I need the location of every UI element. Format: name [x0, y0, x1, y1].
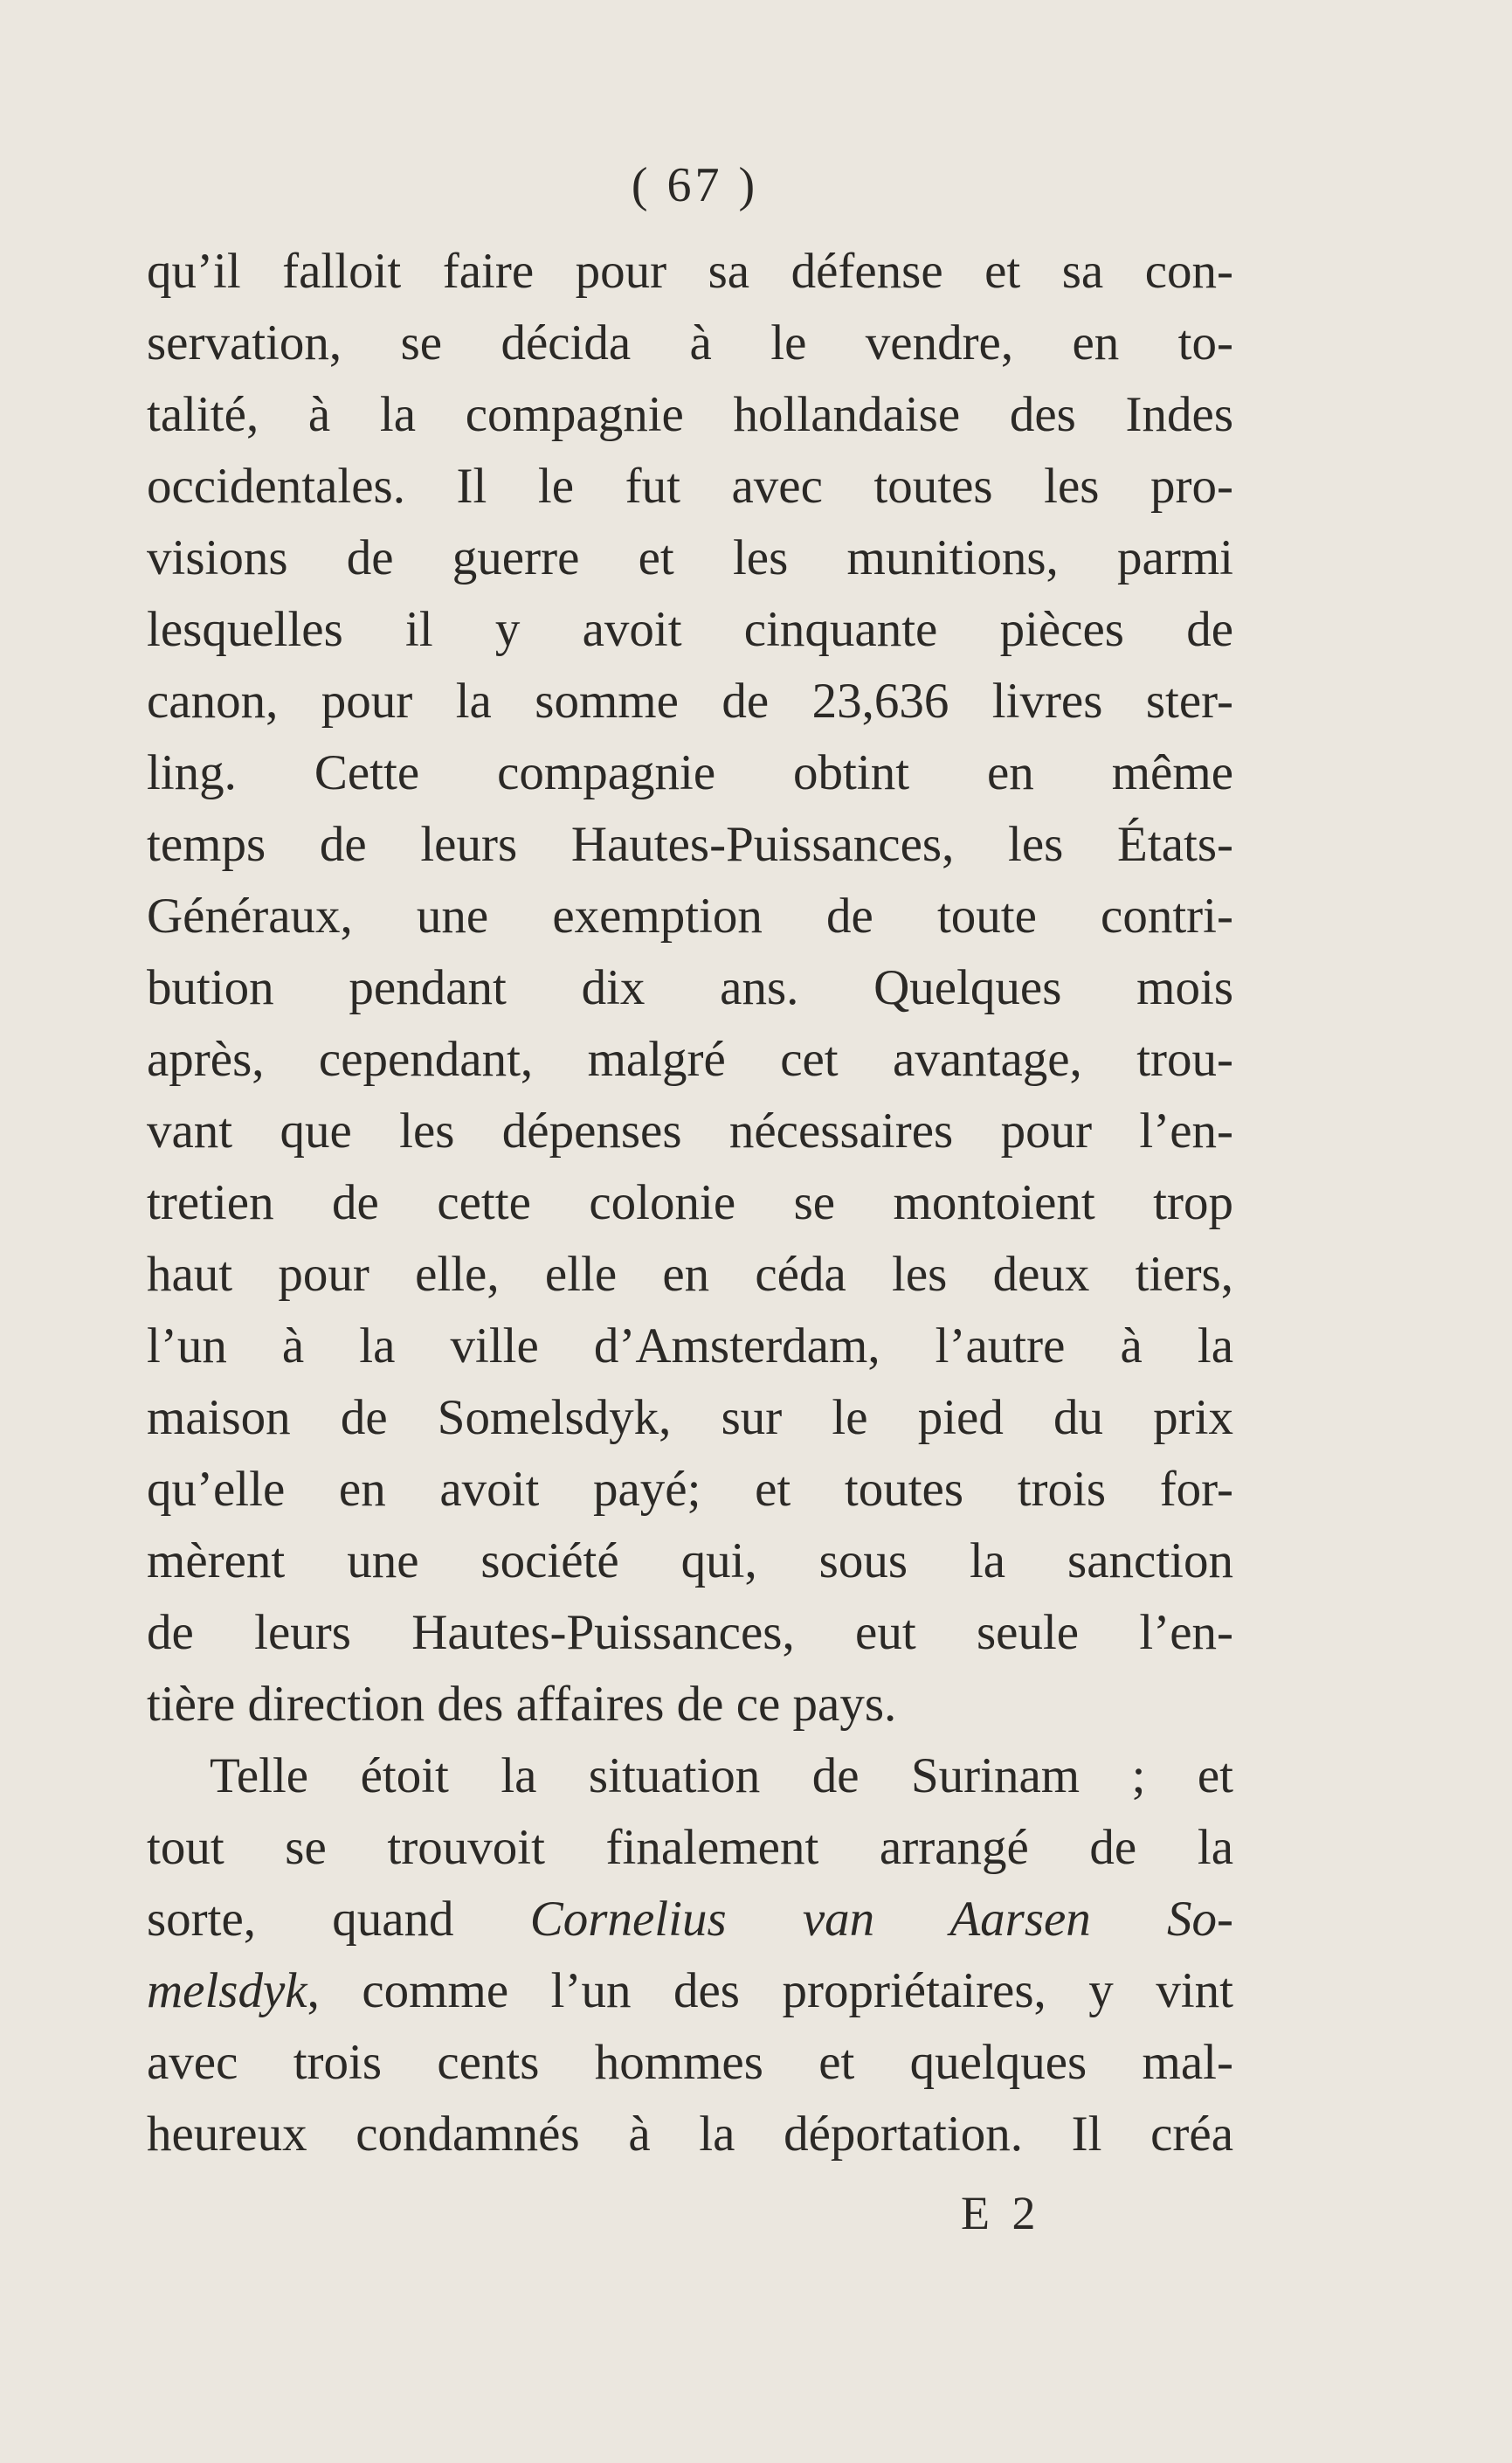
text-line: bution pendant dix ans. Quelques mois: [147, 960, 1233, 1015]
text-segment: , comme l’un des propriétaires, y vint: [307, 1963, 1233, 2018]
italic-name: melsdyk: [147, 1963, 307, 2018]
text-line: qu’elle en avoit payé; et toutes trois for-: [147, 1462, 1233, 1517]
text-line: Généraux, une exemption de toute contri-: [147, 889, 1233, 944]
text-line: tière direction des affaires de ce pays.: [147, 1677, 897, 1732]
text-line: l’un à la ville d’Amsterdam, l’autre à la: [147, 1318, 1233, 1373]
page-number: ( 67 ): [631, 158, 759, 212]
text-line: talité, à la compagnie hollandaise des Indes: [147, 387, 1233, 442]
text-line: visions de guerre et les munitions, parmi: [147, 530, 1233, 585]
italic-name: Cornelius van Aarsen So-: [529, 1892, 1233, 1947]
text-line: maison de Somelsdyk, sur le pied du prix: [147, 1390, 1233, 1445]
text-line-with-italic: [147, 1884, 1233, 1955]
text-line: Telle étoit la situation de Surinam ; et: [210, 1748, 1233, 1803]
text-line: occidentales. Il le fut avec toutes les pro-: [147, 459, 1233, 514]
text-line-with-italic: [147, 1955, 1233, 2027]
text-line: mèrent une société qui, sous la sanction: [147, 1533, 1233, 1588]
text-line: après, cependant, malgré cet avantage, trou-: [147, 1032, 1233, 1087]
text-line: heureux condamnés à la déportation. Il créa: [147, 2107, 1233, 2162]
text-line: canon, pour la somme de 23,636 livres ster-: [147, 674, 1233, 729]
text-line: tretien de cette colonie se montoient trop: [147, 1175, 1233, 1230]
text-line: servation, se décida à le vendre, en to-: [147, 315, 1233, 370]
text-line: lesquelles il y avoit cinquante pièces de: [147, 602, 1233, 657]
signature-mark: E 2: [961, 2187, 1041, 2239]
paragraph-1: [147, 236, 1233, 1740]
text-line: ling. Cette compagnie obtint en même: [147, 745, 1233, 800]
text-segment: sorte, quand: [147, 1892, 530, 1947]
paragraph-2: [147, 1740, 1233, 2170]
text-line: vant que les dépenses nécessaires pour l’en-: [147, 1104, 1233, 1159]
text-line: temps de leurs Hautes-Puissances, les États-: [147, 817, 1233, 872]
text-line: qu’il falloit faire pour sa défense et sa con-: [147, 244, 1233, 299]
text-line: avec trois cents hommes et quelques mal-: [147, 2035, 1233, 2090]
body-text: [147, 236, 1233, 2170]
text-line: de leurs Hautes-Puissances, eut seule l’en-: [147, 1605, 1233, 1660]
text-line: haut pour elle, elle en céda les deux tiers,: [147, 1247, 1233, 1302]
text-line: tout se trouvoit finalement arrangé de la: [147, 1820, 1233, 1875]
